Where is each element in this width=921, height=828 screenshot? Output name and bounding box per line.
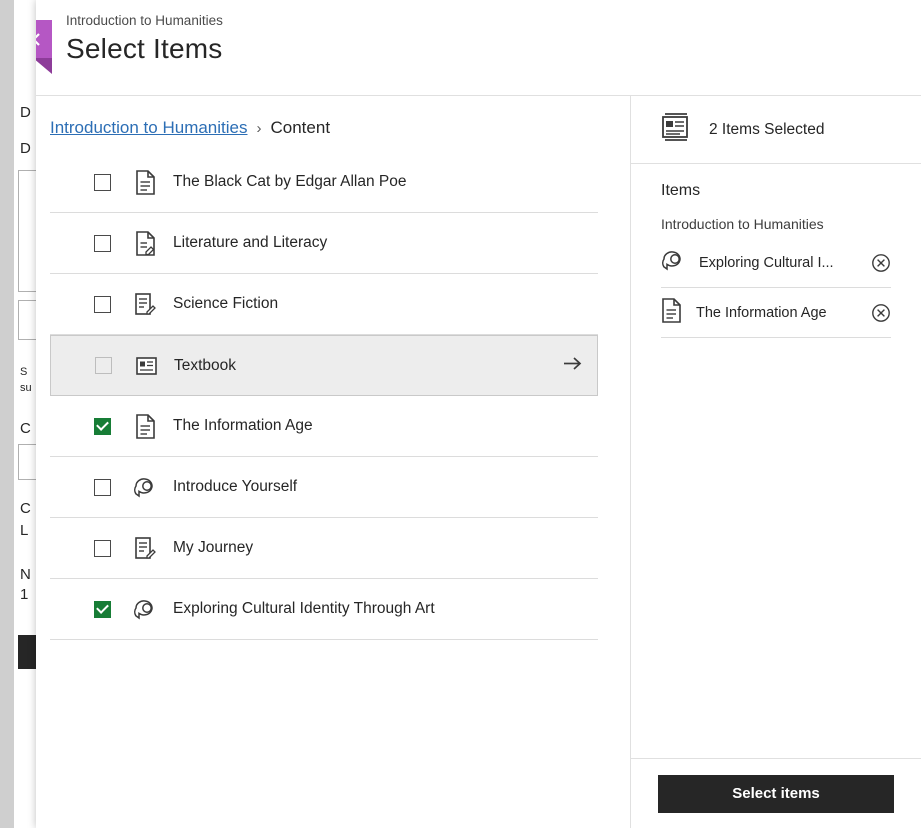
- selected-item-label: Exploring Cultural I...: [699, 254, 834, 271]
- background-field-box: [18, 300, 36, 340]
- selected-items-pane: [631, 96, 921, 828]
- background-content-column: [14, 0, 36, 828]
- list-item[interactable]: [50, 518, 598, 579]
- items-heading: Items: [661, 182, 701, 199]
- item-checkbox[interactable]: [94, 601, 111, 618]
- background-primary-button[interactable]: [18, 635, 36, 669]
- list-item[interactable]: [50, 335, 598, 396]
- selected-item-row: [661, 288, 891, 338]
- background-text-line: C: [20, 420, 31, 437]
- background-text-line: L: [20, 522, 29, 539]
- select-items-button[interactable]: Select items: [658, 775, 894, 813]
- document-icon: [661, 298, 682, 328]
- background-text-line: 1: [20, 586, 29, 603]
- breadcrumb-course-link[interactable]: Introduction to Humanities: [50, 118, 248, 137]
- item-label: My Journey: [173, 539, 254, 556]
- assignment-icon: [133, 535, 157, 561]
- content-item-list: [36, 152, 630, 640]
- close-tab-fold: [36, 58, 52, 74]
- modal-body: [36, 96, 921, 828]
- breadcrumb-current: Content: [270, 118, 331, 137]
- item-checkbox[interactable]: [94, 540, 111, 557]
- assignment-icon: [133, 291, 157, 317]
- background-field-box: [18, 170, 36, 292]
- selected-item-label: The Information Age: [696, 304, 827, 321]
- selected-summary-header: [631, 96, 921, 164]
- selected-items-section: [631, 164, 921, 758]
- item-label: Exploring Cultural Identity Through Art: [173, 600, 435, 617]
- item-checkbox[interactable]: [94, 174, 111, 191]
- list-item[interactable]: [50, 457, 598, 518]
- item-checkbox[interactable]: [94, 418, 111, 435]
- item-label: Textbook: [174, 356, 237, 374]
- list-item[interactable]: [50, 152, 598, 213]
- selected-count-label: 2 Items Selected: [709, 120, 825, 138]
- remove-circle-icon[interactable]: [871, 253, 891, 273]
- item-label: The Information Age: [173, 417, 313, 434]
- background-text-line: D: [20, 140, 31, 157]
- modal-footer: [631, 758, 921, 828]
- discussion-icon: [133, 474, 157, 500]
- document-edit-icon: [133, 230, 157, 256]
- close-icon[interactable]: [36, 20, 52, 58]
- selected-item-row: [661, 238, 891, 288]
- background-field-box: [18, 444, 36, 480]
- background-text-line: N: [20, 566, 31, 583]
- discussion-icon: [661, 248, 685, 277]
- course-name-eyebrow: Introduction to Humanities: [66, 13, 223, 28]
- remove-circle-icon[interactable]: [871, 303, 891, 323]
- breadcrumb-separator-icon: ›: [256, 119, 262, 137]
- breadcrumb: [36, 96, 630, 152]
- list-item[interactable]: [50, 396, 598, 457]
- list-item[interactable]: [50, 213, 598, 274]
- items-group-label: Introduction to Humanities: [661, 216, 824, 232]
- background-text-line: su: [20, 382, 32, 394]
- document-icon: [133, 169, 157, 195]
- item-checkbox[interactable]: [94, 479, 111, 496]
- modal-header: [36, 0, 921, 96]
- item-checkbox[interactable]: [94, 235, 111, 252]
- select-items-modal: [36, 0, 921, 828]
- background-text-line: S: [20, 366, 28, 378]
- selected-items-icon: [661, 111, 695, 148]
- item-label: The Black Cat by Edgar Allan Poe: [173, 173, 407, 190]
- folder-content-icon: [134, 353, 158, 379]
- content-browser-pane: [36, 96, 631, 828]
- item-checkbox[interactable]: [95, 357, 112, 374]
- list-item[interactable]: [50, 274, 598, 335]
- background-text-line: C: [20, 500, 31, 517]
- item-label: Introduce Yourself: [173, 478, 298, 495]
- list-item[interactable]: [50, 579, 598, 640]
- document-icon: [133, 413, 157, 439]
- page-title: Select Items: [66, 33, 223, 64]
- item-label: Literature and Literacy: [173, 234, 328, 251]
- item-label: Science Fiction: [173, 295, 279, 312]
- background-left-strip: [0, 0, 14, 828]
- item-checkbox[interactable]: [94, 296, 111, 313]
- open-folder-arrow-icon[interactable]: [563, 355, 583, 376]
- background-text-line: D: [20, 104, 31, 121]
- discussion-icon: [133, 596, 157, 622]
